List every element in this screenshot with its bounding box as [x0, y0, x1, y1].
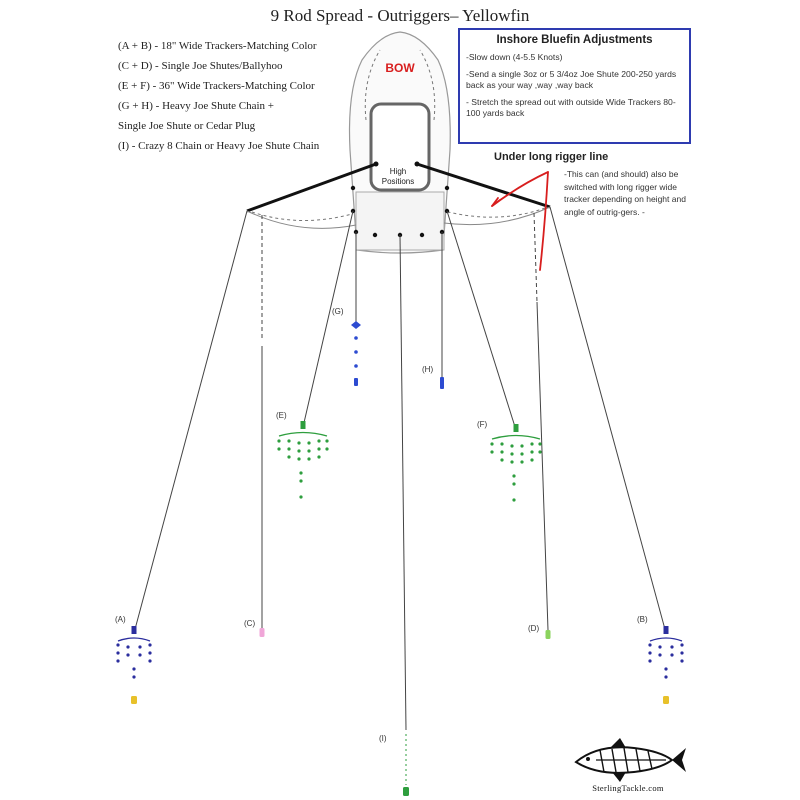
- high-positions-label-2: Positions: [381, 177, 415, 186]
- lure-a-wide-tracker: [116, 626, 151, 704]
- label-h: (H): [422, 365, 434, 374]
- teaser-bait: [663, 696, 669, 704]
- label-d: (D): [528, 624, 540, 633]
- high-positions-label: High: [389, 167, 407, 176]
- legend-item-ab: (A + B) - 18" Wide Trackers-Matching Color: [118, 40, 317, 52]
- rigger-curve-left: [247, 211, 356, 228]
- line-f: [447, 211, 516, 430]
- tracker-bar: [118, 638, 150, 641]
- label-g: (G): [332, 307, 344, 316]
- tracker-baits: [648, 643, 683, 678]
- lure-e-wide-tracker: [277, 421, 328, 499]
- inshore-bluefin-box: [458, 28, 691, 144]
- dot: [445, 186, 449, 190]
- lure-g-joe-chain: [351, 321, 361, 386]
- brand-text: SterlingTackle.com: [592, 783, 664, 793]
- rigger-note-title: Under long rigger line: [494, 151, 609, 163]
- tracker-head: [132, 626, 137, 634]
- dot: [415, 162, 420, 167]
- annotation-bracket: [492, 172, 548, 270]
- annotation-arrow: [492, 172, 548, 206]
- rigger-dashes-right: [448, 208, 545, 217]
- line-d-dashed: [534, 213, 537, 302]
- adjustment-item: -Slow down (4-5.5 Knots): [466, 52, 563, 62]
- dot: [374, 162, 379, 167]
- adjustments-title: Inshore Bluefin Adjustments: [496, 34, 653, 46]
- brand-logo: [568, 736, 688, 796]
- tracker-head: [664, 626, 669, 634]
- tuna-logo-icon: [568, 736, 688, 784]
- tracker-baits: [277, 439, 328, 498]
- annotation-stroke: [540, 172, 548, 270]
- teaser-bait: [131, 696, 137, 704]
- label-e: (E): [276, 411, 287, 420]
- lure-b-wide-tracker: [648, 626, 683, 704]
- tracker-baits: [116, 643, 151, 678]
- diagram-title: 9 Rod Spread - Outriggers– Yellowfin: [270, 6, 530, 25]
- tracker-bar: [279, 433, 327, 437]
- rigger-note: -This can (and should) also be switched with long rigger wide tracker depending on height and angle of outrig-gers. -: [564, 169, 686, 217]
- label-i: (I): [379, 734, 387, 743]
- label-a: (A): [115, 615, 126, 624]
- label-f: (F): [477, 420, 488, 429]
- bow-label: BOW: [385, 61, 415, 75]
- label-c: (C): [244, 619, 256, 628]
- legend-item-ef: (E + F) - 36" Wide Trackers-Matching Color: [118, 80, 315, 92]
- line-i: [400, 235, 406, 730]
- chain-head: [351, 321, 361, 329]
- tracker-baits: [490, 442, 541, 501]
- line-a: [134, 211, 247, 633]
- legend: [118, 36, 368, 156]
- legend-item-gh: (G + H) - Heavy Joe Shute Chain +: [118, 100, 274, 112]
- dot: [351, 186, 355, 190]
- tracker-head: [301, 421, 306, 429]
- lure-c-shute: [260, 628, 265, 637]
- adjustment-item: - Stretch the spread out with outside Wide Trackers 80-100 yards back: [466, 97, 676, 118]
- annotation-arrowhead: [492, 198, 500, 206]
- adjustment-item: -Send a single 3oz or 5 3/4oz Joe Shute 200-250 yards back as your way ,way ,way back: [466, 69, 677, 90]
- dot: [373, 233, 377, 237]
- lure-f-wide-tracker: [490, 424, 541, 502]
- line-d: [537, 302, 548, 630]
- tracker-bar: [492, 436, 540, 440]
- lure-d-shute: [546, 630, 551, 639]
- tracker-bar: [650, 638, 682, 641]
- legend-item-i: (I) - Crazy 8 Chain or Heavy Joe Shute Chain: [118, 140, 320, 152]
- lure-h-single-joe: [440, 377, 444, 389]
- tracker-head: [514, 424, 519, 432]
- lure-i-chain: [403, 787, 409, 796]
- legend-item-cd: (C + D) - Single Joe Shutes/Ballyhoo: [118, 60, 283, 72]
- fishing-lines: [134, 207, 666, 785]
- dot: [420, 233, 424, 237]
- line-b: [550, 207, 666, 633]
- line-e: [303, 211, 353, 427]
- label-b: (B): [637, 615, 648, 624]
- legend-item-gh-cont: Single Joe Shute or Cedar Plug: [118, 120, 256, 132]
